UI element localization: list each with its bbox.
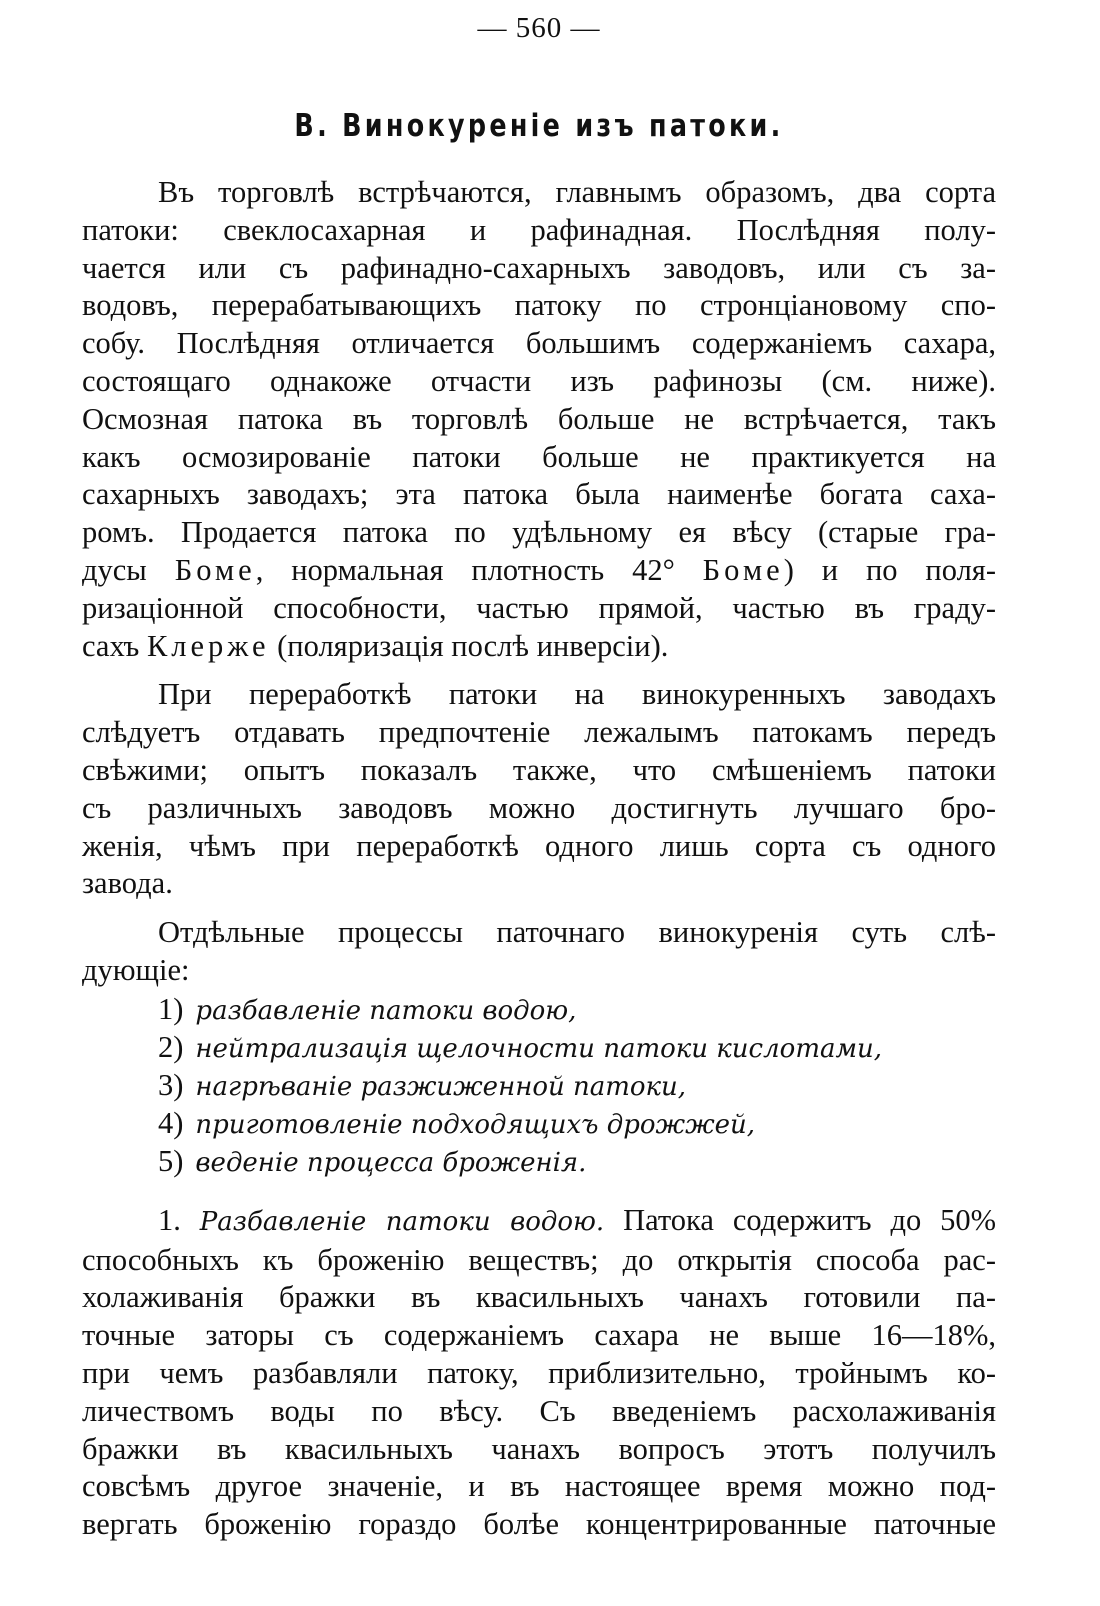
document-page (82, 0, 996, 1606)
text-line: совсѣмъ другое значенiе, и въ настоящее время можно под- (82, 1469, 996, 1504)
spaced-name: Боме (174, 552, 256, 587)
text-fragment: (поляризацiя послѣ инверсiи). (269, 628, 669, 663)
text-line: способныхъ къ броженiю веществъ; до открытiя способа рас- (82, 1242, 996, 1277)
text-line: ромъ. Продается патока по удѣльному ея вѣсу (старые гра- (82, 515, 996, 550)
paragraph-3 (82, 914, 996, 990)
list-item (158, 1028, 996, 1066)
text-line: холаживанiя бражки въ квасильныхъ чанахъ готовили па- (82, 1280, 996, 1315)
section-heading: В. Винокуренiе изъ патоки. (294, 108, 784, 144)
text-line: Осмозная патока въ торговлѣ больше не встрѣчается, такъ (82, 401, 996, 436)
text-fragment: дусы (82, 552, 175, 587)
text-line (82, 1202, 996, 1242)
text-line: какъ осмозированiе патоки больше не практикуется на (82, 439, 996, 474)
text-line: слѣдуетъ отдавать предпочтенiе лежалымъ патокамъ передъ (82, 715, 996, 750)
spaced-name: Боме (702, 552, 784, 587)
text-line: бражки въ квасильныхъ чанахъ вопросъ этотъ получилъ (82, 1431, 996, 1466)
text-line: завода. (82, 866, 173, 901)
text-fragment: , нормальная плотность 42° (255, 552, 703, 587)
section-1-paragraph (82, 1202, 996, 1544)
text-line: при чемъ разбавляли патоку, приблизительно, тройнымъ ко- (82, 1355, 996, 1390)
list-number: 1) (158, 991, 184, 1026)
text-line: собу. Послѣдняя отличается большимъ содержанiемъ сахара, (82, 326, 996, 361)
text-line: вергать броженiю гораздо болѣе концентрированные паточные (82, 1507, 996, 1542)
text-line (82, 552, 996, 590)
list-text: нагрѣванiе разжиженной патоки, (195, 1071, 687, 1102)
text-line: съ различныхъ заводовъ можно достигнуть лучшаго бро- (82, 790, 996, 825)
paragraph-2 (82, 676, 996, 903)
document-body (82, 174, 996, 1544)
list-item (158, 990, 996, 1028)
list-text: приготовленiе подходящихъ дрожжей, (195, 1109, 756, 1140)
list-number: 3) (158, 1067, 184, 1102)
paragraph-1 (82, 174, 996, 665)
spaced-name: Клерже (146, 628, 270, 663)
list-item (158, 1066, 996, 1104)
list-item (158, 1104, 996, 1142)
text-line: женiя, чѣмъ при переработкѣ одного лишь сорта съ одного (82, 828, 996, 863)
list-text: веденiе процесса броженiя. (195, 1147, 587, 1178)
text-line (82, 628, 996, 666)
list-number: 2) (158, 1029, 184, 1064)
text-line: чается или съ рафинадно-сахарныхъ заводовъ, или съ за- (82, 250, 996, 285)
text-line: водовъ, перерабатывающихъ патоку по стронцiановому спо- (82, 288, 996, 323)
text-line: точные заторы съ содержанiемъ сахара не выше 16—18%, (82, 1318, 996, 1353)
text-line: дующiе: (82, 952, 190, 987)
text-line: ризацiонной способности, частью прямой, частью въ граду- (82, 590, 996, 625)
page-number: — 560 — (477, 12, 601, 44)
process-list (82, 990, 996, 1180)
list-item (158, 1142, 996, 1180)
section-title: Разбавленiе патоки водою. (199, 1206, 605, 1237)
list-number: 5) (158, 1143, 184, 1178)
section-number: 1. (158, 1202, 181, 1237)
text-line: сахарныхъ заводахъ; эта патока была наименѣе богата саха- (82, 477, 996, 512)
list-number: 4) (158, 1105, 184, 1140)
list-text: нейтрализацiя щелочности патоки кислотами, (195, 1033, 883, 1064)
list-text: разбавленiе патоки водою, (195, 995, 577, 1026)
text-fragment: Патока содержитъ до 50% (604, 1202, 997, 1237)
text-fragment: сахъ (82, 628, 147, 663)
text-line: Въ торговлѣ встрѣчаются, главнымъ образомъ, два сорта (158, 175, 996, 209)
text-line: патоки: свеклосахарная и рафинадная. Послѣдняя полу- (82, 212, 996, 247)
text-line: состоящаго однакоже отчасти изъ рафинозы (см. ниже). (82, 363, 996, 398)
text-line: При переработкѣ патоки на винокуренныхъ заводахъ (158, 677, 996, 712)
text-fragment: ) и по поля- (783, 552, 996, 587)
text-line: свѣжими; опытъ показалъ также, что смѣшенiемъ патоки (82, 752, 996, 787)
text-line: Отдѣльные процессы паточнаго винокуренiя суть слѣ- (158, 915, 996, 950)
text-line: личествомъ воды по вѣсу. Съ введенiемъ расхолаживанiя (82, 1393, 996, 1428)
